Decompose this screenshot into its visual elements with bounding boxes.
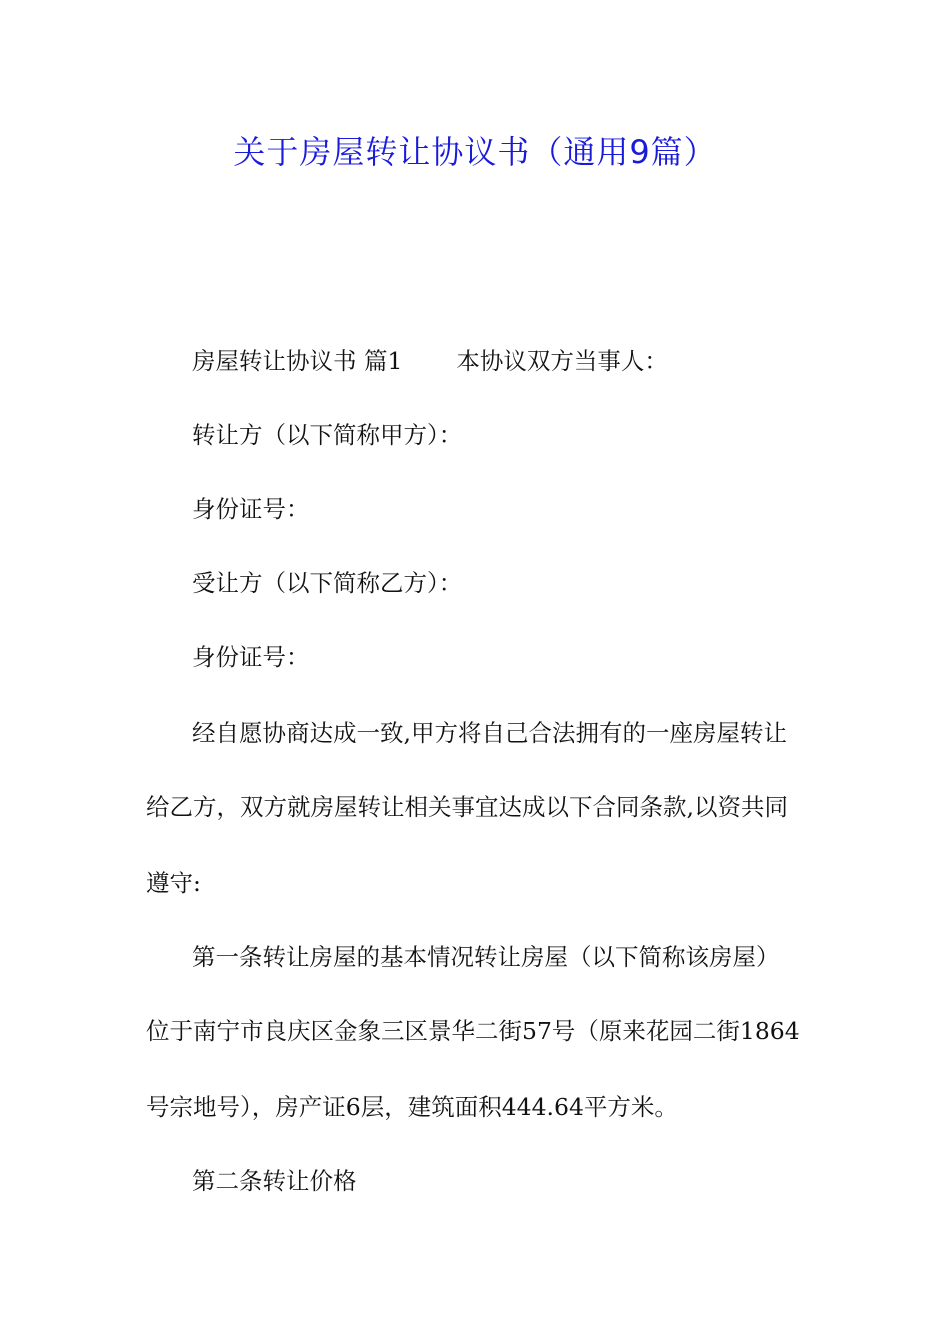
paragraph-line: 遵守:	[146, 869, 201, 897]
paragraph-line: 受让方（以下简称乙方）：	[192, 569, 463, 597]
document-title: 关于房屋转让协议书（通用9篇）	[233, 133, 717, 171]
paragraph-line: 身份证号：	[192, 495, 310, 523]
paragraph-line: 第一条转让房屋的基本情况转让房屋（以下简称该房屋）	[192, 943, 780, 971]
paragraph-line: 身份证号：	[192, 643, 310, 671]
paragraph-line	[192, 344, 816, 378]
paragraph-line: 给乙方，双方就房屋转让相关事宜达成以下合同条款,以资共同	[146, 793, 788, 821]
paragraph-line: 位于南宁市良庆区金象三区景华二街57号（原来花园二街1864	[146, 1017, 800, 1045]
paragraph-line: 经自愿协商达成一致,甲方将自己合法拥有的一座房屋转让	[192, 719, 787, 747]
parties-intro: 本协议双方当事人：	[456, 347, 668, 375]
section-heading: 房屋转让协议书 篇1	[192, 347, 403, 375]
paragraph-line: 转让方（以下简称甲方）：	[192, 421, 463, 449]
paragraph-line: 第二条转让价格	[192, 1167, 357, 1195]
paragraph-line: 号宗地号），房产证6层，建筑面积444.64平方米。	[146, 1093, 678, 1121]
